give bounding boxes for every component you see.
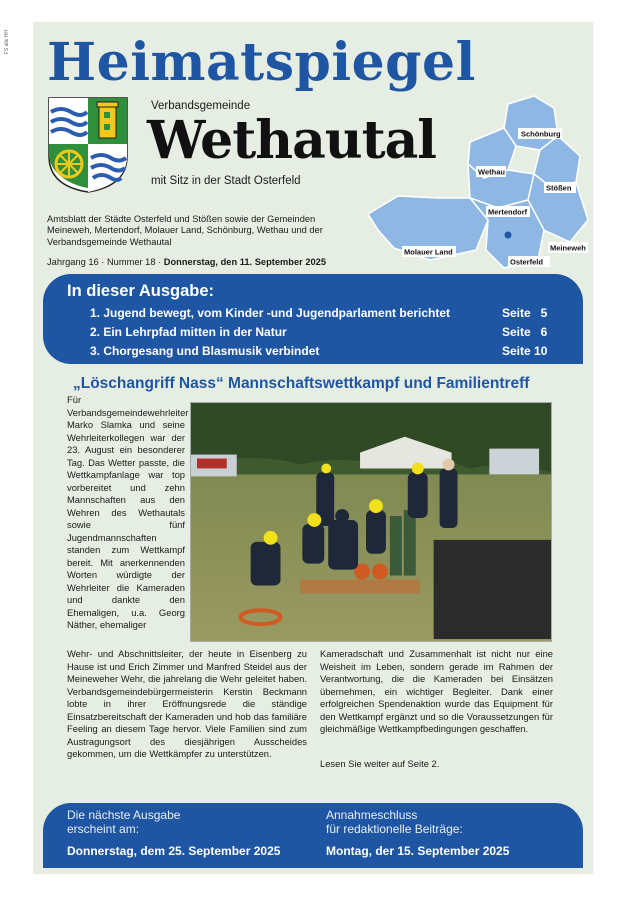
next-issue-block (67, 808, 307, 858)
toc-item-title: 2. Ein Lehrpfad mitten in der Natur (90, 325, 287, 339)
next-issue-label-2: erscheint am: (67, 822, 140, 836)
toc-item-title: 1. Jugend bewegt, vom Kinder -und Jugendparlament berichtet (90, 306, 451, 320)
region-map (358, 90, 588, 270)
toc-item-title: 3. Chorgesang und Blasmusik verbindet (90, 344, 320, 358)
issue-number: Jahrgang 16 · Nummer 18 · (47, 257, 164, 267)
masthead-title: Heimatspiegel (47, 32, 476, 93)
deadline-label-1: Annahmeschluss (326, 808, 418, 822)
next-issue-date: Donnerstag, dem 25. September 2025 (67, 844, 281, 858)
issue-line (47, 257, 326, 267)
official-gazette-text: Amtsblatt der Städte Osterfeld und Stößen sowie der Gemeinden Meineweh, Mertendorf, Molauer Land, Schönburg, Wethau und der Verbandsgemeinde Wethautal (47, 214, 323, 247)
map-label-mertendorf: Mertendorf (488, 207, 528, 217)
map-label-wethau: Wethau (478, 167, 505, 177)
newsletter-page (33, 22, 593, 874)
coat-of-arms-icon (47, 96, 129, 194)
side-note: FS alle HH (4, 30, 10, 55)
toc-item-page: Seite 5 (502, 306, 548, 320)
article-column-right (320, 648, 553, 770)
map-label-molauer-land: Molauer Land (404, 247, 453, 257)
map-label-meineweh: Meineweh (550, 243, 586, 253)
map-label-stoessen: Stößen (546, 183, 572, 193)
toc-title: In dieser Ausgabe: (67, 282, 215, 300)
osterfeld-seat-marker (505, 232, 512, 239)
toc-item-page: Seite 6 (502, 325, 548, 339)
town-title: Wethautal (147, 110, 437, 171)
article-lead-column: Für Verbandsgemeindewehrleiter Marko Slamka und seine Wehrleiterkollegen war der 23. August ein besonderer Tag. Das Wetter passte, die Wettkampfanlage war top vorbereitet und zehn Mannschaften aus den Wehren des Wethautals sowie fünf Jugendmannschaften standen zum Wettkampf bereit. Mit anerkennenden Worten würdigte der Wehrleiter die Kameraden und dankte den Ehemaligen, u.a. Georg Näther, ehemaliger (67, 394, 189, 630)
map-label-schoenburg: Schönburg (521, 129, 561, 139)
footer-banner (43, 803, 583, 868)
article-column-right-text: Kameradschaft und Zusammenhalt ist nicht nur eine Weisheit im Leben, sondern gerade im Rahmen der Verantwortung, die die Kameraden bei Einsätzen übernehmen, ein wichtiger Begleiter. Dank einer erfolgreichen Spendenaktion wurde das Equipment für den Wettkampf ergänzt und so die Voraussetzungen für gleichmäßige Wettkampfbedingungen geschaffen. (320, 648, 553, 734)
deadline-date: Montag, der 15. September 2025 (326, 844, 510, 858)
deadline-block (326, 808, 566, 858)
toc-item-page: Seite 10 (502, 344, 548, 358)
seat-label: mit Sitz in der Stadt Osterfeld (151, 175, 301, 187)
map-label-osterfeld: Osterfeld (510, 257, 543, 267)
table-of-contents (43, 274, 583, 364)
next-issue-label-1: Die nächste Ausgabe (67, 808, 181, 822)
article-headline: „Löschangriff Nass“ Mannschaftswettkampf und Familientreff (73, 375, 530, 392)
deadline-label-2: für redaktionelle Beiträge: (326, 822, 463, 836)
article-column-left: Wehr- und Abschnittsleiter, der heute in Eisenberg zu Hause ist und Erich Zimmer und Manfred Steidel aus der Meineweher Wehr, die jahrelang die Wehr geleitet haben. Verbandsgemeindebürgermeisterin Kerstin Beckmann lobte in ihrer Eröffnungsrede die ständige Einsatzbereitschaft der Kameraden und hob das familiäre Feeling an diesem Tage hervor. Viele Familien sind zum Austragungsort des diesjährigen Ausscheides gekommen, um die Wettkämpfer zu unterstützen. (67, 648, 307, 759)
continued-note[interactable]: Lesen Sie weiter auf Seite 2. (320, 757, 440, 769)
issue-date: Donnerstag, den 11. September 2025 (163, 257, 327, 267)
firefighter-competition-photo (190, 402, 552, 642)
verbandsgemeinde-label: Verbandsgemeinde (151, 100, 251, 112)
